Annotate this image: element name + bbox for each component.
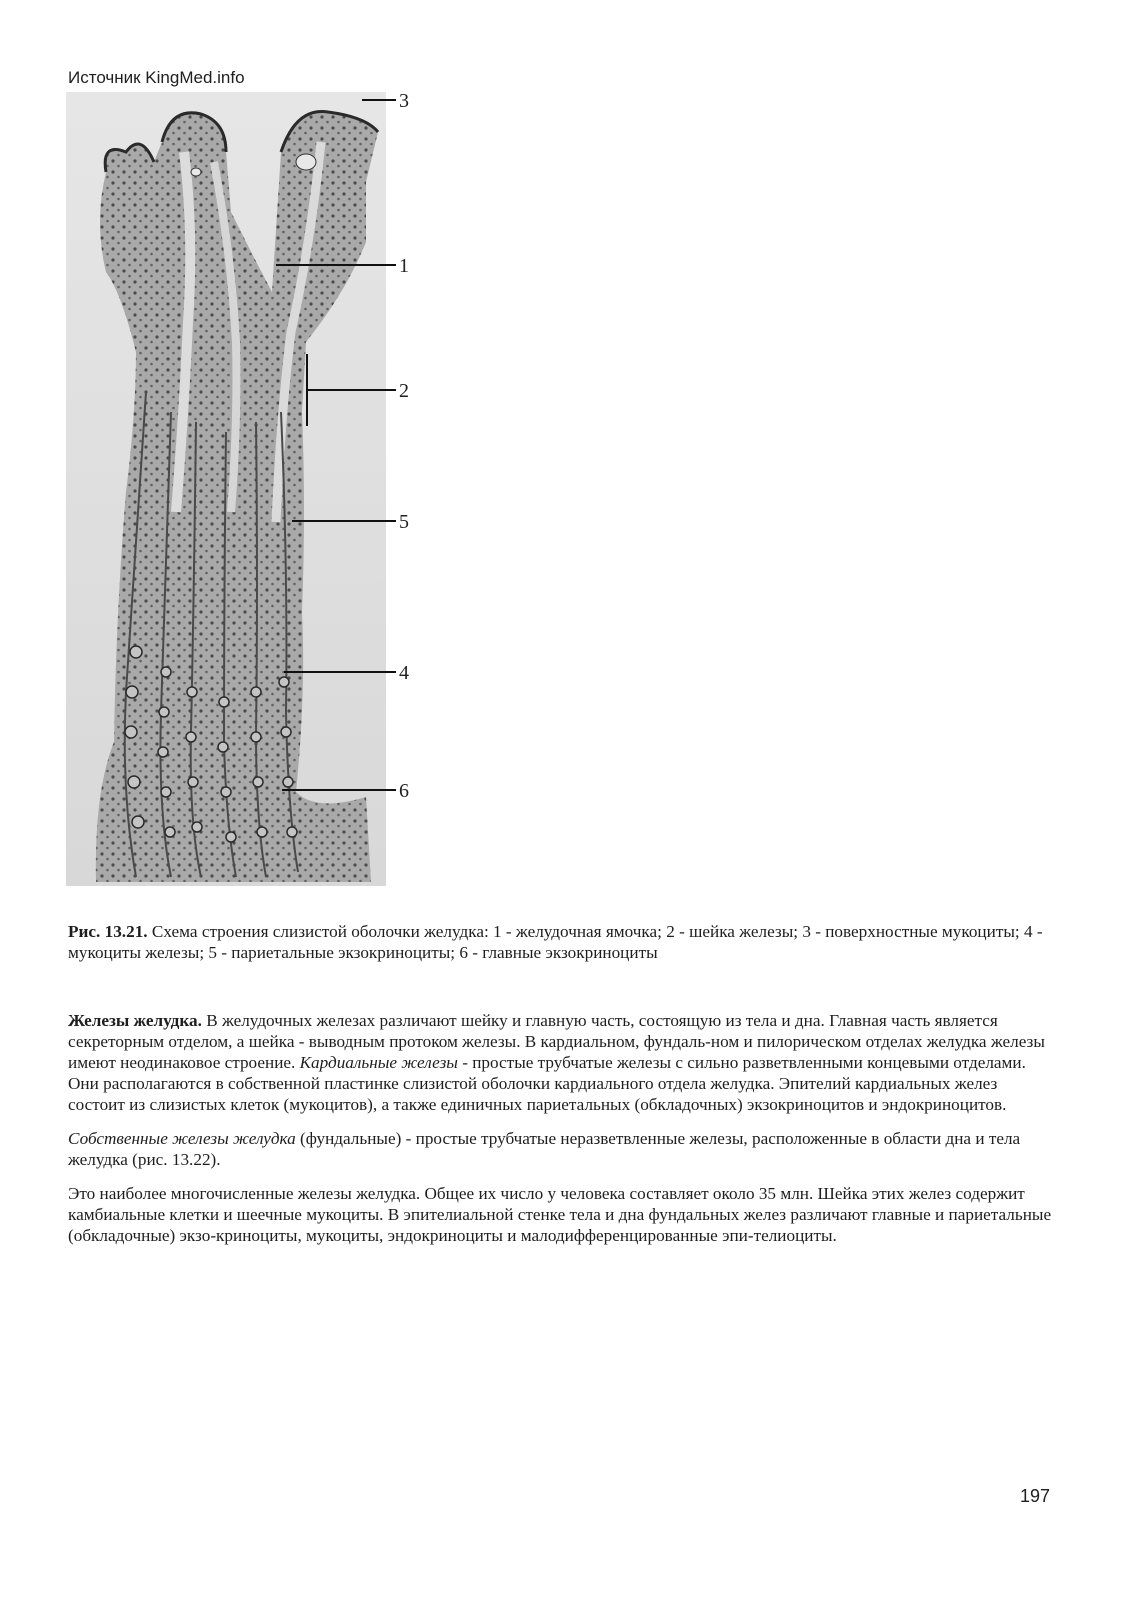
- paragraph-1-text-a: В желудочных железах различают шейку и главную часть, состоящую из тела и дна. Главная часть является секреторным отделом, а шейка - выводным протоком железы. В кардиальном, фундаль-ном и пилорическом отделах желудка железы имеют неодинаковое строение.: [68, 1011, 1045, 1072]
- paragraph-1: [68, 1010, 1058, 1115]
- paragraph-1-text-b: - простые трубчатые железы с сильно разветвленными концевыми отделами. Они располагаются в собственной пластинке слизистой оболочки кардиального отдела желудка. Эпителий кардиальных желез состоит из слизистых клеток (мукоцитов), а также единичных париетальных (обкладочных) экзокриноцитов и эндокриноцитов.: [68, 1053, 1026, 1114]
- histology-figure: [66, 92, 436, 900]
- figure-label-3: 3: [399, 92, 409, 112]
- caption-paragraph: [68, 921, 1058, 963]
- paragraph-3: [68, 1183, 1058, 1246]
- paragraph-3-text: Это наиболее многочисленные железы желудка. Общее их число у человека составляет около 35 млн. Шейка этих желез содержит камбиальные клетки и шеечные мукоциты. В эпителиальной стенке тела и дна фундальных желез различают главные и париетальные (обкладочные) экзо-криноциты, мукоциты, эндокриноциты и малодифференцированные эпи-телиоциты.: [68, 1184, 1052, 1245]
- body-text: [68, 1010, 1058, 1259]
- term-fundic-glands: Собственные железы желудка: [68, 1129, 296, 1148]
- paragraph-2: [68, 1128, 1058, 1170]
- caption-label: Рис. 13.21.: [68, 922, 148, 941]
- figure-label-5: 5: [399, 511, 409, 533]
- figure-label-2: 2: [399, 380, 409, 402]
- figure-label-1: 1: [399, 255, 409, 277]
- term-cardiac-glands: Кардиальные железы: [299, 1053, 458, 1072]
- gastric-mucosa-micrograph: [66, 92, 436, 900]
- figure-caption: [68, 921, 1058, 963]
- figure-label-4: 4: [399, 662, 409, 684]
- source-line: Источник KingMed.info: [68, 68, 245, 87]
- paragraph-2-text: (фундальные) - простые трубчатые неразветвленные железы, расположенные в области дна и тела желудка (рис. 13.22).: [68, 1129, 1021, 1169]
- section-heading: Железы желудка.: [68, 1011, 202, 1030]
- figure-label-6: 6: [399, 780, 409, 802]
- caption-text: Схема строения слизистой оболочки желудка: 1 - желудочная ямочка; 2 - шейка железы; 3 - поверхностные мукоциты; 4 - мукоциты железы; 5 - париетальные экзокриноциты; 6 - главные экзокриноциты: [68, 922, 1043, 962]
- page-number: 197: [1020, 1486, 1051, 1506]
